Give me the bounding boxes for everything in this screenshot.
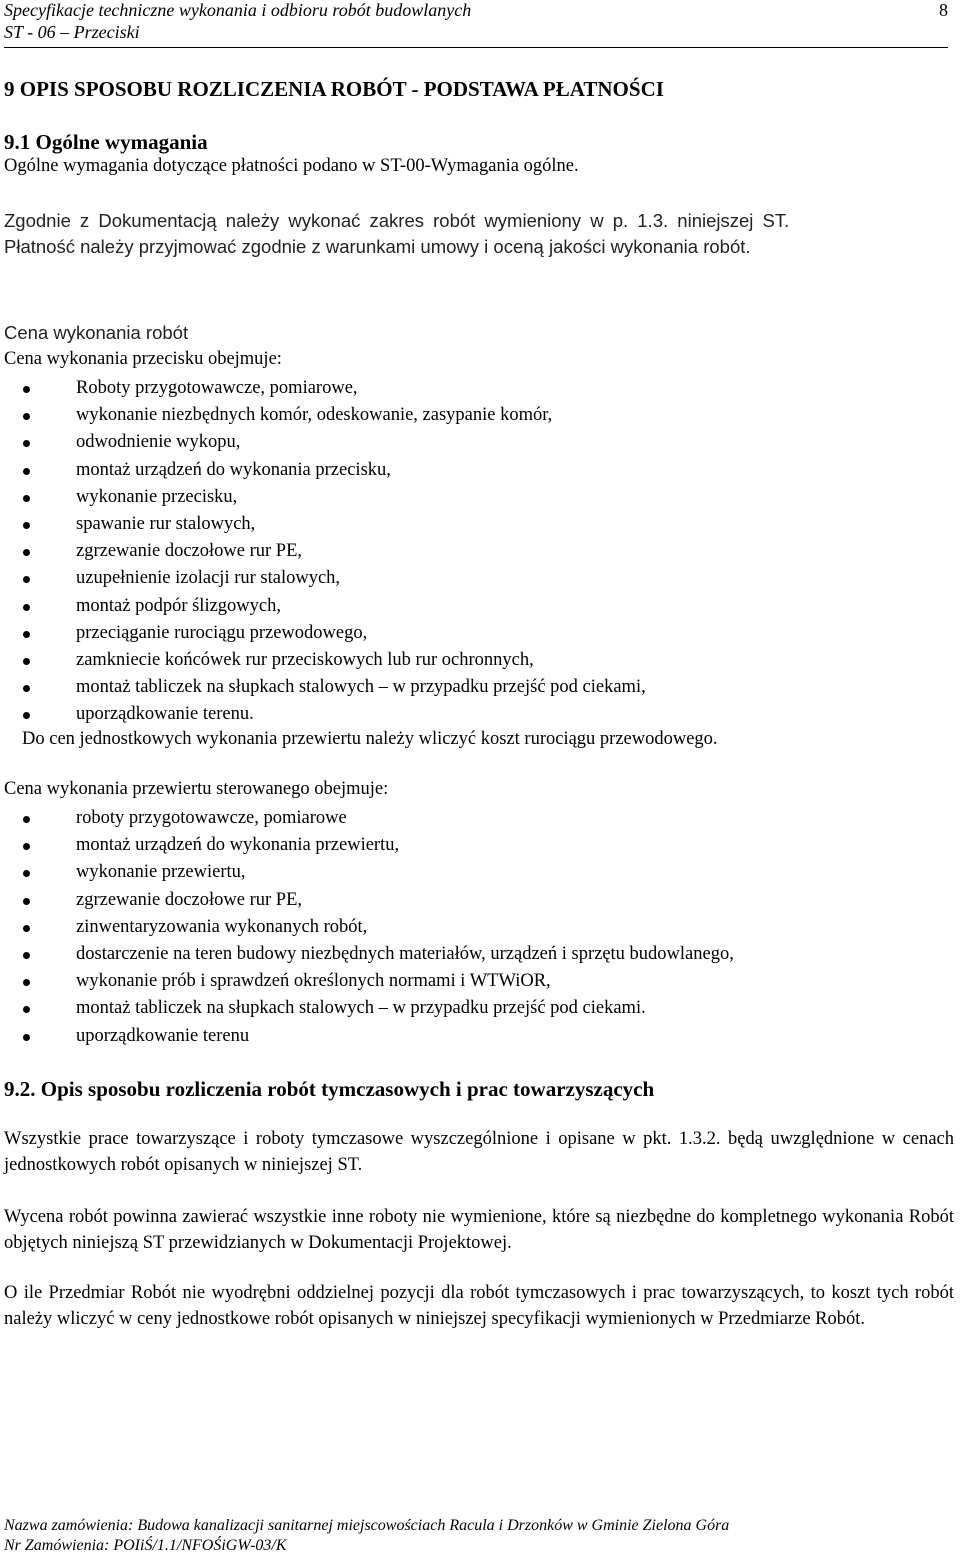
list-item: uporządkowanie terenu. bbox=[0, 701, 646, 728]
list-item: montaż tabliczek na słupkach stalowych – w przypadku przejść pod ciekami, bbox=[0, 674, 646, 701]
list-item: zgrzewanie doczołowe rur PE, bbox=[0, 887, 734, 914]
list-item: wykonanie przecisku, bbox=[0, 484, 646, 511]
list-item: montaż urządzeń do wykonania przecisku, bbox=[0, 457, 646, 484]
list-item: przeciąganie rurociągu przewodowego, bbox=[0, 620, 646, 647]
list-item: wykonanie niezbędnych komór, odeskowanie, zasypanie komór, bbox=[0, 402, 646, 429]
footer-contract-number: Nr Zamówienia: POIiŚ/1.1/NFOŚiGW-03/K bbox=[4, 1537, 287, 1554]
list-item: roboty przygotowawcze, pomiarowe bbox=[0, 805, 734, 832]
przewiert-intro: Cena wykonania przewiertu sterowanego obejmuje: bbox=[4, 779, 389, 799]
section-heading: 9 OPIS SPOSOBU ROZLICZENIA ROBÓT - PODSTAWA PŁATNOŚCI bbox=[4, 77, 664, 101]
footer-contract-name: Nazwa zamówienia: Budowa kanalizacji sanitarnej miejscowościach Racula i Drzonków w Gminie Zielona Góra bbox=[4, 1517, 730, 1534]
subsection-heading-9-1: 9.1 Ogólne wymagania bbox=[4, 130, 208, 154]
list-item: Roboty przygotowawcze, pomiarowe, bbox=[0, 375, 646, 402]
przecisk-list bbox=[0, 375, 646, 728]
list-item: spawanie rur stalowych, bbox=[0, 511, 646, 538]
list-item: dostarczenie na teren budowy niezbędnych materiałów, urządzeń i sprzętu budowlanego, bbox=[0, 941, 734, 968]
list-item: uporządkowanie terenu bbox=[0, 1023, 734, 1050]
paragraph-valuation: Wycena robót powinna zawierać wszystkie inne roboty nie wymienione, które są niezbędne do kompletnego wykonania Robót objętych niniejszą ST przewidzianych w Dokumentacji Projektowej. bbox=[4, 1207, 954, 1253]
list-item: uzupełnienie izolacji rur stalowych, bbox=[0, 565, 646, 592]
list-item: wykonanie prób i sprawdzeń określonych normami i WTWiOR, bbox=[0, 968, 734, 995]
paragraph-temporary-works: Wszystkie prace towarzyszące i roboty tymczasowe wyszczególnione i opisane w pkt. 1.3.2. będą uwzględnione w cenach jednostkowych robót opisanych w niniejszej ST. bbox=[4, 1129, 954, 1175]
przecisk-intro: Cena wykonania przecisku obejmuje: bbox=[4, 349, 282, 369]
header-rule bbox=[4, 47, 948, 48]
paragraph-scope-line2: Płatność należy przyjmować zgodnie z warunkami umowy i oceną jakości wykonania robót. bbox=[4, 236, 751, 257]
list-item: zamkniecie końcówek rur przeciskowych lub rur ochronnych, bbox=[0, 647, 646, 674]
page-number: 8 bbox=[939, 0, 948, 20]
list-item: wykonanie przewiertu, bbox=[0, 859, 734, 886]
header-subtitle: ST - 06 – Przeciski bbox=[4, 22, 140, 42]
list-item: zinwentaryzowania wykonanych robót, bbox=[0, 914, 734, 941]
list-item: montaż urządzeń do wykonania przewiertu, bbox=[0, 832, 734, 859]
list-item: zgrzewanie doczołowe rur PE, bbox=[0, 538, 646, 565]
list-item: odwodnienie wykopu, bbox=[0, 429, 646, 456]
paragraph-scope-line1: Zgodnie z Dokumentacją należy wykonać zakres robót wymieniony w p. 1.3. niniejszej ST. bbox=[4, 210, 790, 231]
header-title: Specyfikacje techniczne wykonania i odbioru robót budowlanych bbox=[4, 0, 472, 20]
list-item: montaż tabliczek na słupkach stalowych – w przypadku przejść pod ciekami. bbox=[0, 995, 734, 1022]
przecisk-note: Do cen jednostkowych wykonania przewiertu należy wliczyć koszt rurociągu przewodowego. bbox=[22, 729, 718, 749]
list-item: montaż podpór ślizgowych, bbox=[0, 593, 646, 620]
przewiert-list bbox=[0, 805, 734, 1050]
cena-title: Cena wykonania robót bbox=[4, 322, 189, 343]
paragraph-general: Ogólne wymagania dotyczące płatności podano w ST-00-Wymagania ogólne. bbox=[4, 156, 579, 176]
paragraph-bill-of-quantities: O ile Przedmiar Robót nie wyodrębni oddzielnej pozycji dla robót tymczasowych i prac towarzyszących, to koszt tych robót należy wliczyć w ceny jednostkowe robót opisanych w niniejszej specyfikacji wymienionych w Przedmiarze Robót. bbox=[4, 1283, 954, 1329]
subsection-heading-9-2: 9.2. Opis sposobu rozliczenia robót tymczasowych i prac towarzyszących bbox=[4, 1077, 655, 1101]
